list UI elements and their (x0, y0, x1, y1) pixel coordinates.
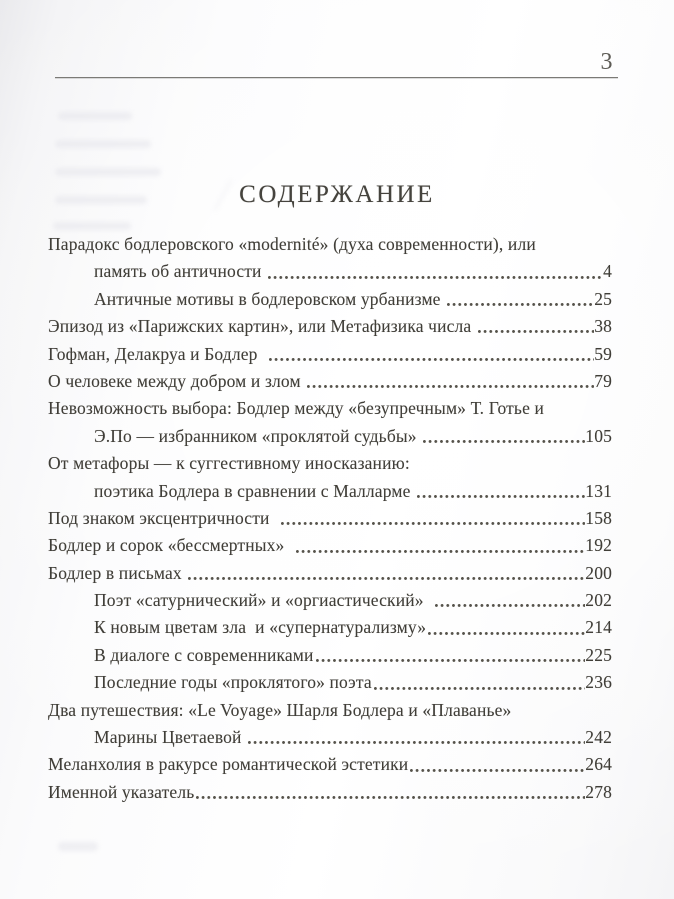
dot-leader (428, 614, 585, 641)
toc-entry-text: Последние годы «проклятого» поэта (94, 672, 372, 693)
toc-page-number: 225 (585, 644, 612, 665)
table-of-contents (48, 231, 612, 806)
toc-entry-text: Поэт «сатурнический» и «оргиастический» (94, 590, 433, 611)
bleed-through-mark (55, 140, 151, 148)
bleed-through-mark (53, 222, 131, 230)
toc-page-number: 200 (585, 562, 612, 583)
dot-leader (188, 560, 585, 587)
toc-entry-line (48, 341, 612, 368)
toc-entry (48, 779, 612, 806)
dot-leader (196, 779, 585, 806)
toc-entry-text: Эпизод из «Парижских картин», или Метафизика числа (48, 316, 476, 337)
toc-entry (48, 751, 612, 778)
toc-entry (48, 341, 612, 368)
toc-entry-line (48, 478, 612, 505)
toc-entry (48, 505, 612, 532)
bleed-through-mark (58, 112, 132, 120)
toc-entry-lead-line: Парадокс бодлеровского «modernité» (духа современности), или (48, 234, 536, 254)
toc-entry (48, 587, 612, 614)
toc-page-number: 214 (585, 617, 612, 638)
toc-entry-line (48, 423, 612, 450)
toc-entry-text: Бодлер в письмах (48, 562, 187, 583)
toc-entry-lead-line: Два путешествия: «Le Voyage» Шарля Бодлера и «Плаванье» (48, 699, 512, 720)
toc-page-number: 278 (585, 781, 612, 802)
toc-entry-line (48, 779, 612, 806)
toc-entry (48, 697, 612, 752)
dot-leader (269, 341, 595, 368)
toc-entry-line (48, 258, 612, 285)
bleed-through-mark (58, 842, 98, 851)
toc-entry-line (48, 368, 612, 395)
toc-entry-lead-line: Невозможность выбора: Бодлер между «безупречным» Т. Готье и (48, 398, 545, 419)
dot-leader (307, 368, 594, 395)
toc-entry (48, 368, 612, 395)
dot-leader (410, 751, 585, 778)
toc-page-number: 202 (585, 590, 612, 611)
toc-entry (48, 450, 612, 505)
header-rule (55, 77, 618, 78)
page-number: 3 (600, 49, 613, 75)
toc-entry-line (48, 751, 612, 778)
toc-entry-line (48, 587, 612, 614)
dot-leader (281, 505, 586, 532)
toc-entry-text: Именной указатель (48, 781, 195, 802)
toc-page-number: 4 (603, 261, 612, 282)
toc-entry-text: поэтика Бодлера в сравнении с Малларме (94, 480, 416, 501)
dot-leader (435, 587, 586, 614)
toc-entry-text: О человеке между добром и злом (48, 370, 306, 391)
toc-page-number: 38 (594, 316, 612, 337)
page-title: СОДЕРЖАНИЕ (239, 181, 435, 208)
toc-entry-line (48, 669, 612, 696)
dot-leader (374, 669, 586, 696)
toc-entry-lead-line: От метафоры — к суггестивному иносказанию: (48, 453, 410, 474)
bleed-through-mark (55, 168, 161, 176)
dot-leader (417, 478, 585, 505)
toc-page-number: 105 (585, 425, 612, 446)
toc-entry-line (48, 614, 612, 641)
toc-entry-line (48, 286, 612, 313)
toc-page-number: 264 (585, 754, 612, 775)
toc-entry (48, 614, 612, 641)
toc-entry (48, 286, 612, 313)
toc-entry (48, 313, 612, 340)
toc-page-number: 59 (594, 343, 612, 364)
toc-entry-text: Э.По — избранником «проклятой судьбы» (94, 425, 422, 446)
toc-entry-text: Бодлер и сорок «бессмертных» (48, 535, 294, 556)
toc-entry-text: Античные мотивы в бодлеровском урбанизме (94, 288, 446, 309)
toc-entry-text: Марины Цветаевой (94, 727, 247, 748)
toc-entry-line (48, 560, 612, 587)
toc-entry (48, 532, 612, 559)
toc-page-number: 131 (585, 480, 612, 501)
toc-entry-line (48, 642, 612, 669)
toc-page-number: 192 (585, 535, 612, 556)
dot-leader (447, 286, 594, 313)
toc-entry (48, 642, 612, 669)
dot-leader (478, 313, 594, 340)
toc-entry-text: Меланхолия в ракурсе романтической эстетики (48, 754, 409, 775)
toc-page-number: 242 (585, 727, 612, 748)
toc-entry-line (48, 724, 612, 751)
toc-entry-text: Гофман, Делакруа и Бодлер (48, 343, 267, 364)
toc-entry-line (48, 313, 612, 340)
dot-leader (268, 258, 603, 285)
dot-leader (296, 532, 586, 559)
toc-page-number: 158 (585, 507, 612, 528)
toc-entry-line (48, 505, 612, 532)
dot-leader (316, 642, 586, 669)
toc-entry-text: Под знаком эксцентричности (48, 507, 279, 528)
toc-entry-text: К новым цветам зла и «супернатурализму» (94, 617, 427, 638)
toc-entry-text: В диалоге с современниками (94, 644, 314, 665)
toc-page-number: 79 (594, 370, 612, 391)
dot-leader (423, 423, 585, 450)
toc-entry (48, 395, 612, 450)
dot-leader (248, 724, 585, 751)
toc-entry (48, 231, 612, 286)
toc-entry-line (48, 532, 612, 559)
toc-entry (48, 669, 612, 696)
toc-page-number: 25 (594, 288, 612, 309)
toc-entry (48, 560, 612, 587)
toc-page-number: 236 (585, 672, 612, 693)
toc-entry-text: память об античности (94, 261, 267, 282)
